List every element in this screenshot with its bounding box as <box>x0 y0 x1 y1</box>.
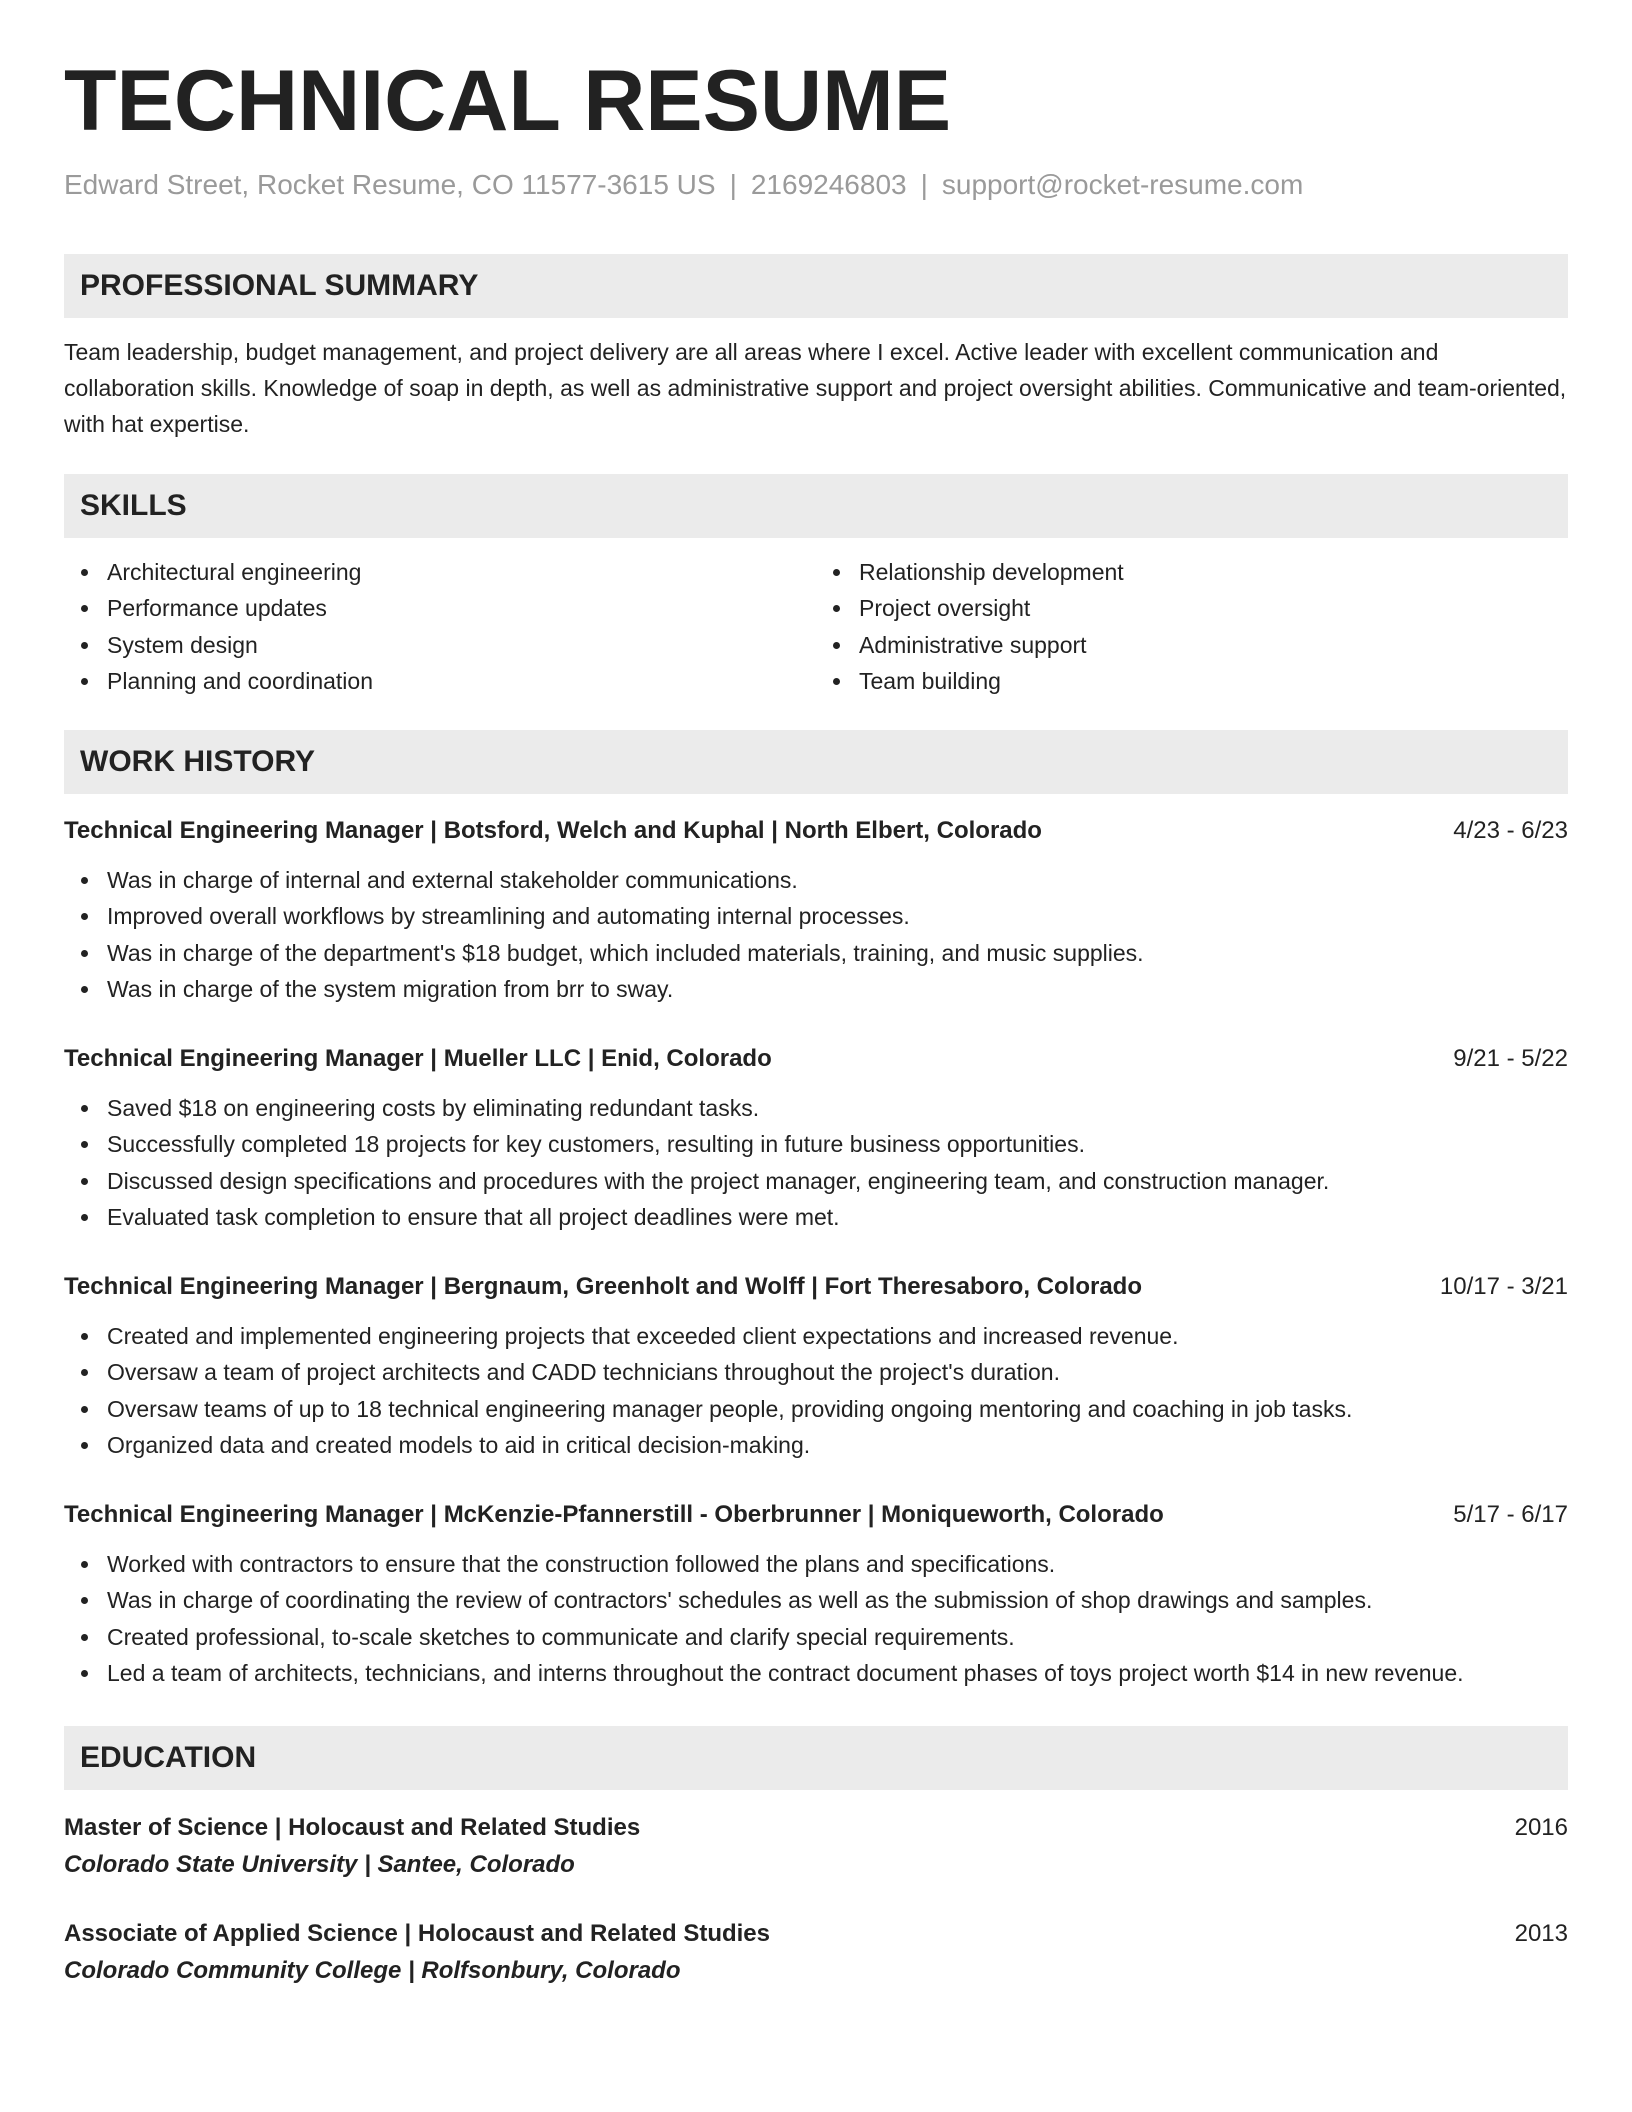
job-title: Technical Engineering Manager | Botsford, Welch and Kuphal | North Elbert, Colorado <box>64 816 1042 844</box>
skills-heading: SKILLS <box>64 474 1568 538</box>
education-year: 2013 <box>1514 1919 1568 1947</box>
job-entry <box>64 814 1568 1008</box>
skill-item: Relationship development <box>859 554 1568 591</box>
skill-item: Performance updates <box>107 590 816 627</box>
education-degree: Master of Science | Holocaust and Related Studies <box>64 1813 641 1841</box>
job-bullets <box>64 1318 1568 1464</box>
job-dates: 4/23 - 6/23 <box>1453 816 1568 844</box>
skill-item: Project oversight <box>859 590 1568 627</box>
work-history-heading: WORK HISTORY <box>64 730 1568 794</box>
job-bullet: Evaluated task completion to ensure that all project deadlines were met. <box>107 1199 1568 1236</box>
job-bullet: Oversaw a team of project architects and CADD technicians throughout the project's duration. <box>107 1354 1568 1391</box>
job-bullet: Discussed design specifications and procedures with the project manager, engineering team, and construction manager. <box>107 1163 1568 1200</box>
contact-separator: | <box>920 169 928 200</box>
job-title: Technical Engineering Manager | Bergnaum, Greenholt and Wolff | Fort Theresaboro, Colorado <box>64 1272 1142 1300</box>
skill-item: Architectural engineering <box>107 554 816 591</box>
job-bullet: Oversaw teams of up to 18 technical engineering manager people, providing ongoing mentoring and coaching in job tasks. <box>107 1391 1568 1428</box>
education-school: Colorado State University | Santee, Colorado <box>64 1850 575 1878</box>
education-heading: EDUCATION <box>64 1726 1568 1790</box>
job-bullet: Created professional, to-scale sketches to communicate and clarify special requirements. <box>107 1619 1568 1656</box>
skill-item: System design <box>107 627 816 664</box>
job-bullet: Was in charge of coordinating the review of contractors' schedules as well as the submission of shop drawings and samples. <box>107 1582 1568 1619</box>
skills-column-right <box>816 554 1568 700</box>
education-degree: Associate of Applied Science | Holocaust and Related Studies <box>64 1919 770 1947</box>
job-entry <box>64 1270 1568 1464</box>
job-bullet: Was in charge of the department's $18 budget, which included materials, training, and music supplies. <box>107 935 1568 972</box>
job-dates: 9/21 - 5/22 <box>1453 1044 1568 1072</box>
contact-separator: | <box>729 169 737 200</box>
job-bullet: Created and implemented engineering projects that exceeded client expectations and increased revenue. <box>107 1318 1568 1355</box>
education-entry <box>64 1916 1568 1990</box>
resume-title: TECHNICAL RESUME <box>64 53 952 149</box>
job-title: Technical Engineering Manager | McKenzie-Pfannerstill - Oberbrunner | Moniqueworth, Colorado <box>64 1500 1164 1528</box>
skill-item: Team building <box>859 663 1568 700</box>
job-bullet: Worked with contractors to ensure that the construction followed the plans and specifications. <box>107 1546 1568 1583</box>
contact-line <box>64 168 1568 202</box>
job-bullet: Successfully completed 18 projects for key customers, resulting in future business opportunities. <box>107 1126 1568 1163</box>
contact-email: support@rocket-resume.com <box>941 169 1304 200</box>
job-dates: 5/17 - 6/17 <box>1453 1500 1568 1528</box>
job-bullet: Improved overall workflows by streamlining and automating internal processes. <box>107 898 1568 935</box>
job-bullets <box>64 1090 1568 1236</box>
contact-address: Edward Street, Rocket Resume, CO 11577-3615 US <box>64 169 716 200</box>
education-header <box>64 1810 1568 1846</box>
summary-heading: PROFESSIONAL SUMMARY <box>64 254 1568 318</box>
education-year: 2016 <box>1514 1813 1568 1841</box>
job-entry <box>64 1498 1568 1692</box>
contact-phone: 2169246803 <box>750 169 907 200</box>
job-bullet: Was in charge of internal and external stakeholder communications. <box>107 862 1568 899</box>
education-school: Colorado Community College | Rolfsonbury, Colorado <box>64 1956 681 1984</box>
job-bullet: Led a team of architects, technicians, and interns throughout the contract document phases of toys project worth $14 in new revenue. <box>107 1655 1568 1692</box>
job-bullets <box>64 1546 1568 1692</box>
skills-column-left <box>64 554 816 700</box>
job-header <box>64 1270 1568 1304</box>
job-dates: 10/17 - 3/21 <box>1439 1272 1568 1300</box>
summary-text: Team leadership, budget management, and project delivery are all areas where I excel. Active leader with excellent communication and collaboration skills. Knowledge of soap in depth, as well as administrative support and project oversight abilities. Communicative and team-oriented, with hat expertise. <box>64 338 1567 437</box>
skill-item: Planning and coordination <box>107 663 816 700</box>
education-entry <box>64 1810 1568 1884</box>
skill-item: Administrative support <box>859 627 1568 664</box>
job-bullets <box>64 862 1568 1008</box>
job-bullet: Saved $18 on engineering costs by eliminating redundant tasks. <box>107 1090 1568 1127</box>
job-header <box>64 1042 1568 1076</box>
job-bullet: Was in charge of the system migration from brr to sway. <box>107 971 1568 1008</box>
job-entry <box>64 1042 1568 1236</box>
education-header <box>64 1916 1568 1952</box>
skills-list <box>64 554 1568 700</box>
job-header <box>64 814 1568 848</box>
job-title: Technical Engineering Manager | Mueller LLC | Enid, Colorado <box>64 1044 772 1072</box>
job-bullet: Organized data and created models to aid in critical decision-making. <box>107 1427 1568 1464</box>
job-header <box>64 1498 1568 1532</box>
